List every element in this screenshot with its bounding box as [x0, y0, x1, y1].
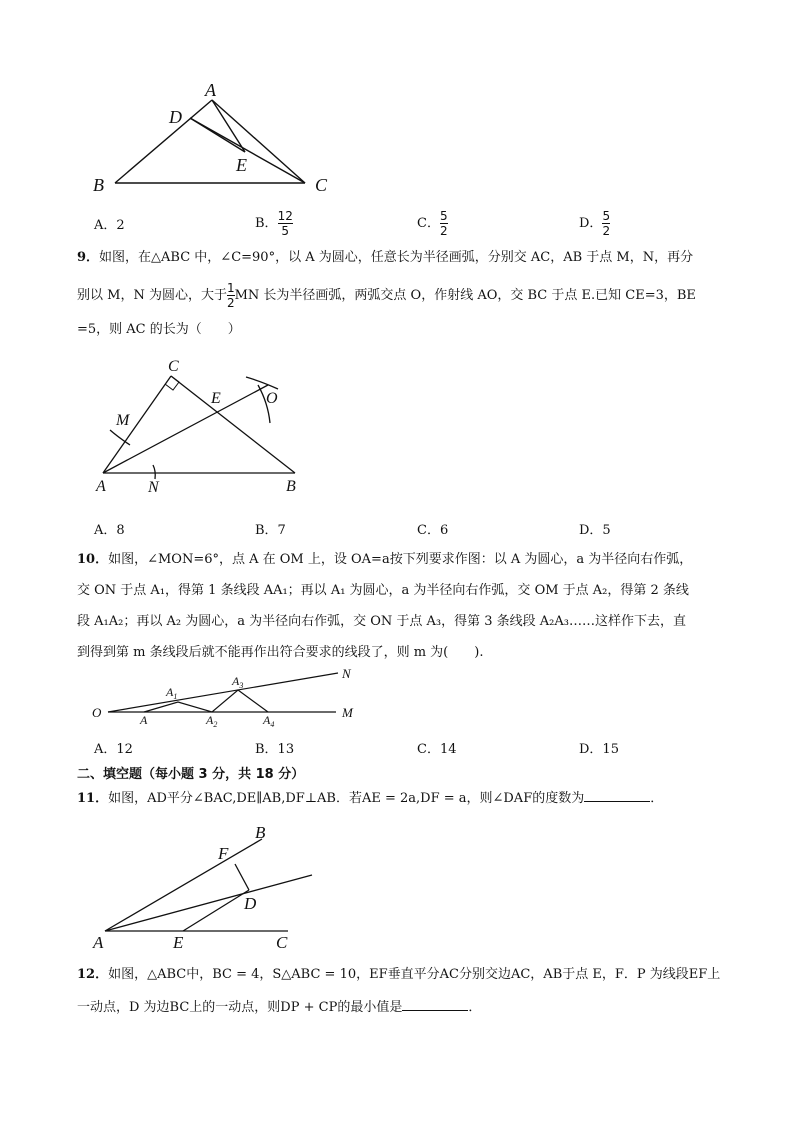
q12-number: 12． — [77, 967, 109, 982]
fraction-denominator: 5 — [281, 224, 290, 238]
q9-right-triangle-figure — [88, 355, 308, 500]
q9-option-b[interactable]: B．7 — [255, 523, 286, 538]
q8-option-d-fraction — [602, 210, 610, 237]
q8-options — [94, 210, 694, 244]
q11-answer-blank[interactable] — [584, 789, 650, 802]
q8-triangle-figure — [90, 80, 340, 195]
label-e: E — [173, 933, 184, 952]
fraction-numerator: 1 — [226, 281, 235, 295]
q9-text-2a: 别以 M，N 为圆心，大于 — [77, 288, 227, 303]
label-o: O — [266, 390, 278, 407]
arc-n — [153, 465, 155, 479]
q12-answer-blank[interactable] — [402, 998, 468, 1011]
label-f: F — [218, 844, 229, 863]
q8-option-b-fraction — [278, 210, 293, 237]
right-angle-mark — [165, 376, 179, 390]
q9-option-a[interactable]: A．8 — [94, 523, 125, 538]
segment-ed — [183, 890, 249, 931]
label-d: D — [169, 107, 182, 127]
q9-options — [94, 519, 694, 539]
q10-option-d[interactable]: D．15 — [579, 742, 619, 757]
q12-text-2: 一动点，D 为边BC上的一动点，则DP + CP的最小值是 — [77, 1000, 403, 1015]
label-a2: $A_2$ — [206, 713, 218, 727]
segment-ac — [103, 376, 171, 473]
q9-line-2 — [77, 282, 717, 309]
q9-text-3: =5，则 AC 的长为（ ） — [77, 322, 241, 337]
label-e: E — [211, 390, 221, 407]
segment-ac — [212, 100, 305, 183]
q8-option-d[interactable] — [579, 210, 610, 237]
label-d: D — [244, 894, 257, 913]
arc-m — [110, 430, 130, 445]
label-b: B — [93, 175, 104, 195]
label-b: B — [286, 478, 296, 495]
q9-option-d[interactable]: D．5 — [579, 523, 611, 538]
q9-option-c[interactable]: C．6 — [417, 523, 449, 538]
q9-line-1 — [77, 248, 717, 268]
q11-line-1 — [77, 789, 717, 809]
label-m: M — [116, 412, 130, 429]
q9-fraction-half — [227, 282, 235, 309]
q10-option-b[interactable]: B．13 — [255, 742, 295, 757]
q9-number: 9． — [77, 250, 100, 265]
q8-option-b[interactable] — [255, 210, 293, 237]
fraction-denominator: 2 — [439, 224, 448, 238]
section-2-title: 二、填空题（每小题 3 分，共 18 分） — [77, 767, 305, 782]
q11-figure — [90, 818, 330, 953]
segment-ba — [115, 100, 212, 183]
q12-line-2 — [77, 998, 717, 1018]
ray-ad — [105, 875, 312, 931]
fraction-numerator: 5 — [439, 209, 448, 223]
label-o: O — [92, 705, 102, 720]
label-n: N — [148, 479, 159, 496]
label-a1: $A_1$ — [166, 685, 178, 701]
ray-ao — [103, 385, 268, 473]
q10-text-4: 到得到第 m 条线段后就不能再作出符合要求的线段了，则 m 为( ). — [77, 645, 484, 660]
q9-line-3 — [77, 320, 717, 340]
label-a3: $A_3$ — [232, 674, 244, 690]
q10-line-2 — [77, 581, 717, 601]
segment-de — [190, 118, 245, 152]
zigzag-segments — [144, 690, 268, 712]
q10-text-1: 如图，∠MON=6°，点 A 在 OM 上，设 OA=a按下列要求作图：以 A 为圆心，a 为半径向右作弧， — [108, 552, 693, 567]
ray-on — [108, 673, 338, 712]
q10-option-c[interactable]: C．14 — [417, 742, 457, 757]
label-a: A — [93, 933, 104, 952]
q10-options — [94, 738, 694, 758]
label-m: M — [342, 705, 353, 720]
segment-dc — [190, 118, 305, 183]
ray-ab — [105, 839, 262, 931]
q11-text: 如图，AD平分∠BAC,DE∥AB,DF⊥AB．若AE = 2a,DF = a，则∠DAF的度数为 — [108, 791, 585, 806]
label-a: A — [96, 478, 106, 495]
q12-text-1: 如图，△ABC中，BC = 4，S△ABC = 10，EF垂直平分AC分别交边AC，AB于点 E，F．P 为线段EF上 — [108, 967, 721, 982]
label-b: B — [255, 823, 266, 842]
q10-angle-figure — [88, 665, 378, 727]
q8-option-b-prefix: B． — [255, 216, 278, 231]
segment-fd — [235, 864, 249, 890]
q10-line-1 — [77, 550, 717, 570]
q11-text-end: ． — [650, 791, 664, 806]
label-a: A — [140, 713, 148, 727]
q10-option-a[interactable]: A．12 — [94, 742, 133, 757]
label-c: C — [168, 358, 179, 375]
q8-option-d-prefix: D． — [579, 216, 603, 231]
q11-number: 11． — [77, 791, 109, 806]
fraction-denominator: 2 — [226, 296, 235, 310]
label-c: C — [276, 933, 288, 952]
q12-line-1 — [77, 965, 721, 985]
fraction-denominator: 2 — [602, 224, 611, 238]
q10-text-3: 段 A₁A₂；再以 A₂ 为圆心，a 为半径向右作弧，交 ON 于点 A₃，得第 3 条线段 A₂A₃……这样作下去，直 — [77, 614, 686, 629]
fraction-numerator: 5 — [602, 209, 611, 223]
label-e: E — [236, 155, 247, 175]
q10-text-2: 交 ON 于点 A₁，得第 1 条线段 AA₁；再以 A₁ 为圆心，a 为半径向右作弧，交 OM 于点 A₂，得第 2 条线 — [77, 583, 689, 598]
label-a4: $A_4$ — [263, 713, 275, 727]
q12-text-end: ． — [468, 1000, 482, 1015]
q9-text-1: 如图，在△ABC 中，∠C=90°，以 A 为圆心，任意长为半径画弧，分别交 AC，AB 于点 M，N，再分 — [99, 250, 694, 265]
q10-number: 10． — [77, 552, 109, 567]
q8-option-a[interactable]: A．2 — [94, 218, 125, 233]
arc-o-1 — [246, 377, 278, 389]
label-n: N — [342, 666, 351, 681]
q10-line-3 — [77, 612, 717, 632]
q8-option-c-fraction — [440, 210, 448, 237]
segment-ae — [212, 100, 245, 152]
label-c: C — [315, 175, 328, 195]
q8-option-c[interactable] — [417, 210, 448, 237]
q10-line-4 — [77, 643, 717, 663]
q8-option-c-prefix: C． — [417, 216, 440, 231]
q9-text-2b: MN 长为半径画弧，两弧交点 O，作射线 AO，交 BC 于点 E.已知 CE=3，BE — [234, 288, 696, 303]
label-a: A — [205, 80, 216, 100]
fraction-numerator: 12 — [277, 209, 293, 223]
